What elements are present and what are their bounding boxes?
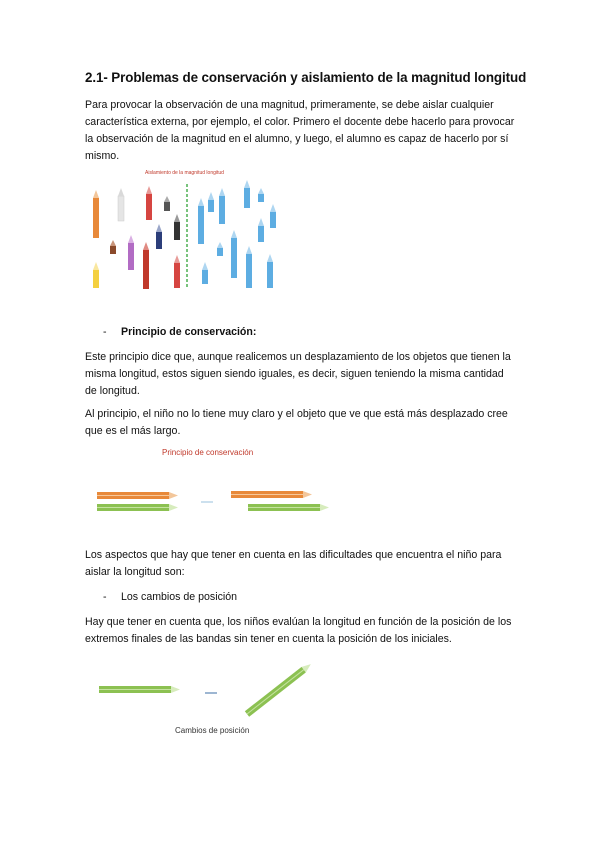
figure1-caption: Aislamiento de la magnitud longitud (145, 170, 224, 176)
figure3-position-change (97, 660, 317, 722)
pencil-dark-small (164, 196, 170, 211)
difficulties-paragraph-2: Hay que tener en cuenta que, los niños evalúan la longitud en función de la posición de los extremos finales de las bandas sin tener en cuenta la posición de los iniciales. (85, 616, 512, 645)
pencil-green-right (248, 504, 329, 511)
figure2-conservation (95, 486, 335, 518)
pencil-black (174, 214, 180, 240)
difficulties-paragraph: Los aspectos que hay que tener en cuenta en las dificultades que encuentra el niño para aislar la longitud son: (85, 549, 502, 578)
bullet-dash: - (103, 591, 107, 603)
pencil-orange-left (97, 492, 178, 499)
pencil-red-tall (143, 242, 149, 289)
figure2-caption: Principio de conservación (162, 448, 254, 457)
conservation-paragraph-2: Al principio, el niño no lo tiene muy claro y el objeto que ve que está más desplazado cree que es el más largo. (85, 408, 508, 437)
intro-paragraph: Para provocar la observación de una magnitud, primeramente, se debe aislar cualquier característica externa, por ejemplo, el color. Primero el docente debe hacerlo para provocar la observación de la magnitud en el alumno, y luego, el alumno es capaz de hacerlo por sí mismo. (85, 99, 515, 162)
bullet-dash: - (103, 326, 107, 338)
conservation-bullet-title: Principio de conservación: (121, 326, 257, 338)
conservation-bullet (103, 324, 256, 341)
difficulties-bullet (103, 589, 237, 606)
pencils-blue (198, 180, 276, 288)
pencil-green-left (97, 504, 178, 511)
pencil-white (118, 188, 124, 221)
section-heading: 2.1- Problemas de conservación y aislamiento de la magnitud longitud (85, 70, 527, 85)
pencil-red-medium (174, 255, 180, 288)
conservation-paragraph-1: Este principio dice que, aunque realicemos un desplazamiento de los objetos que tienen la misma longitud, estos siguen siendo iguales, es decir, siguen teniendo la misma cantidad de longitud. (85, 351, 511, 397)
pencil-orange-right (231, 491, 312, 498)
difficulties-bullet-title: Los cambios de posición (121, 591, 238, 603)
pencil-brown-small (110, 240, 116, 254)
pencil-purple (128, 235, 134, 270)
pencil-red-short (146, 186, 152, 220)
pencil-green-horizontal (99, 686, 180, 693)
pencil-yellow (93, 262, 99, 288)
figure1-pencils (85, 176, 285, 291)
pencil-navy (156, 224, 162, 249)
pencil-orange-tall (93, 190, 99, 238)
pencil-green-diagonal (245, 661, 313, 716)
figure3-caption: Cambios de posición (175, 726, 250, 735)
